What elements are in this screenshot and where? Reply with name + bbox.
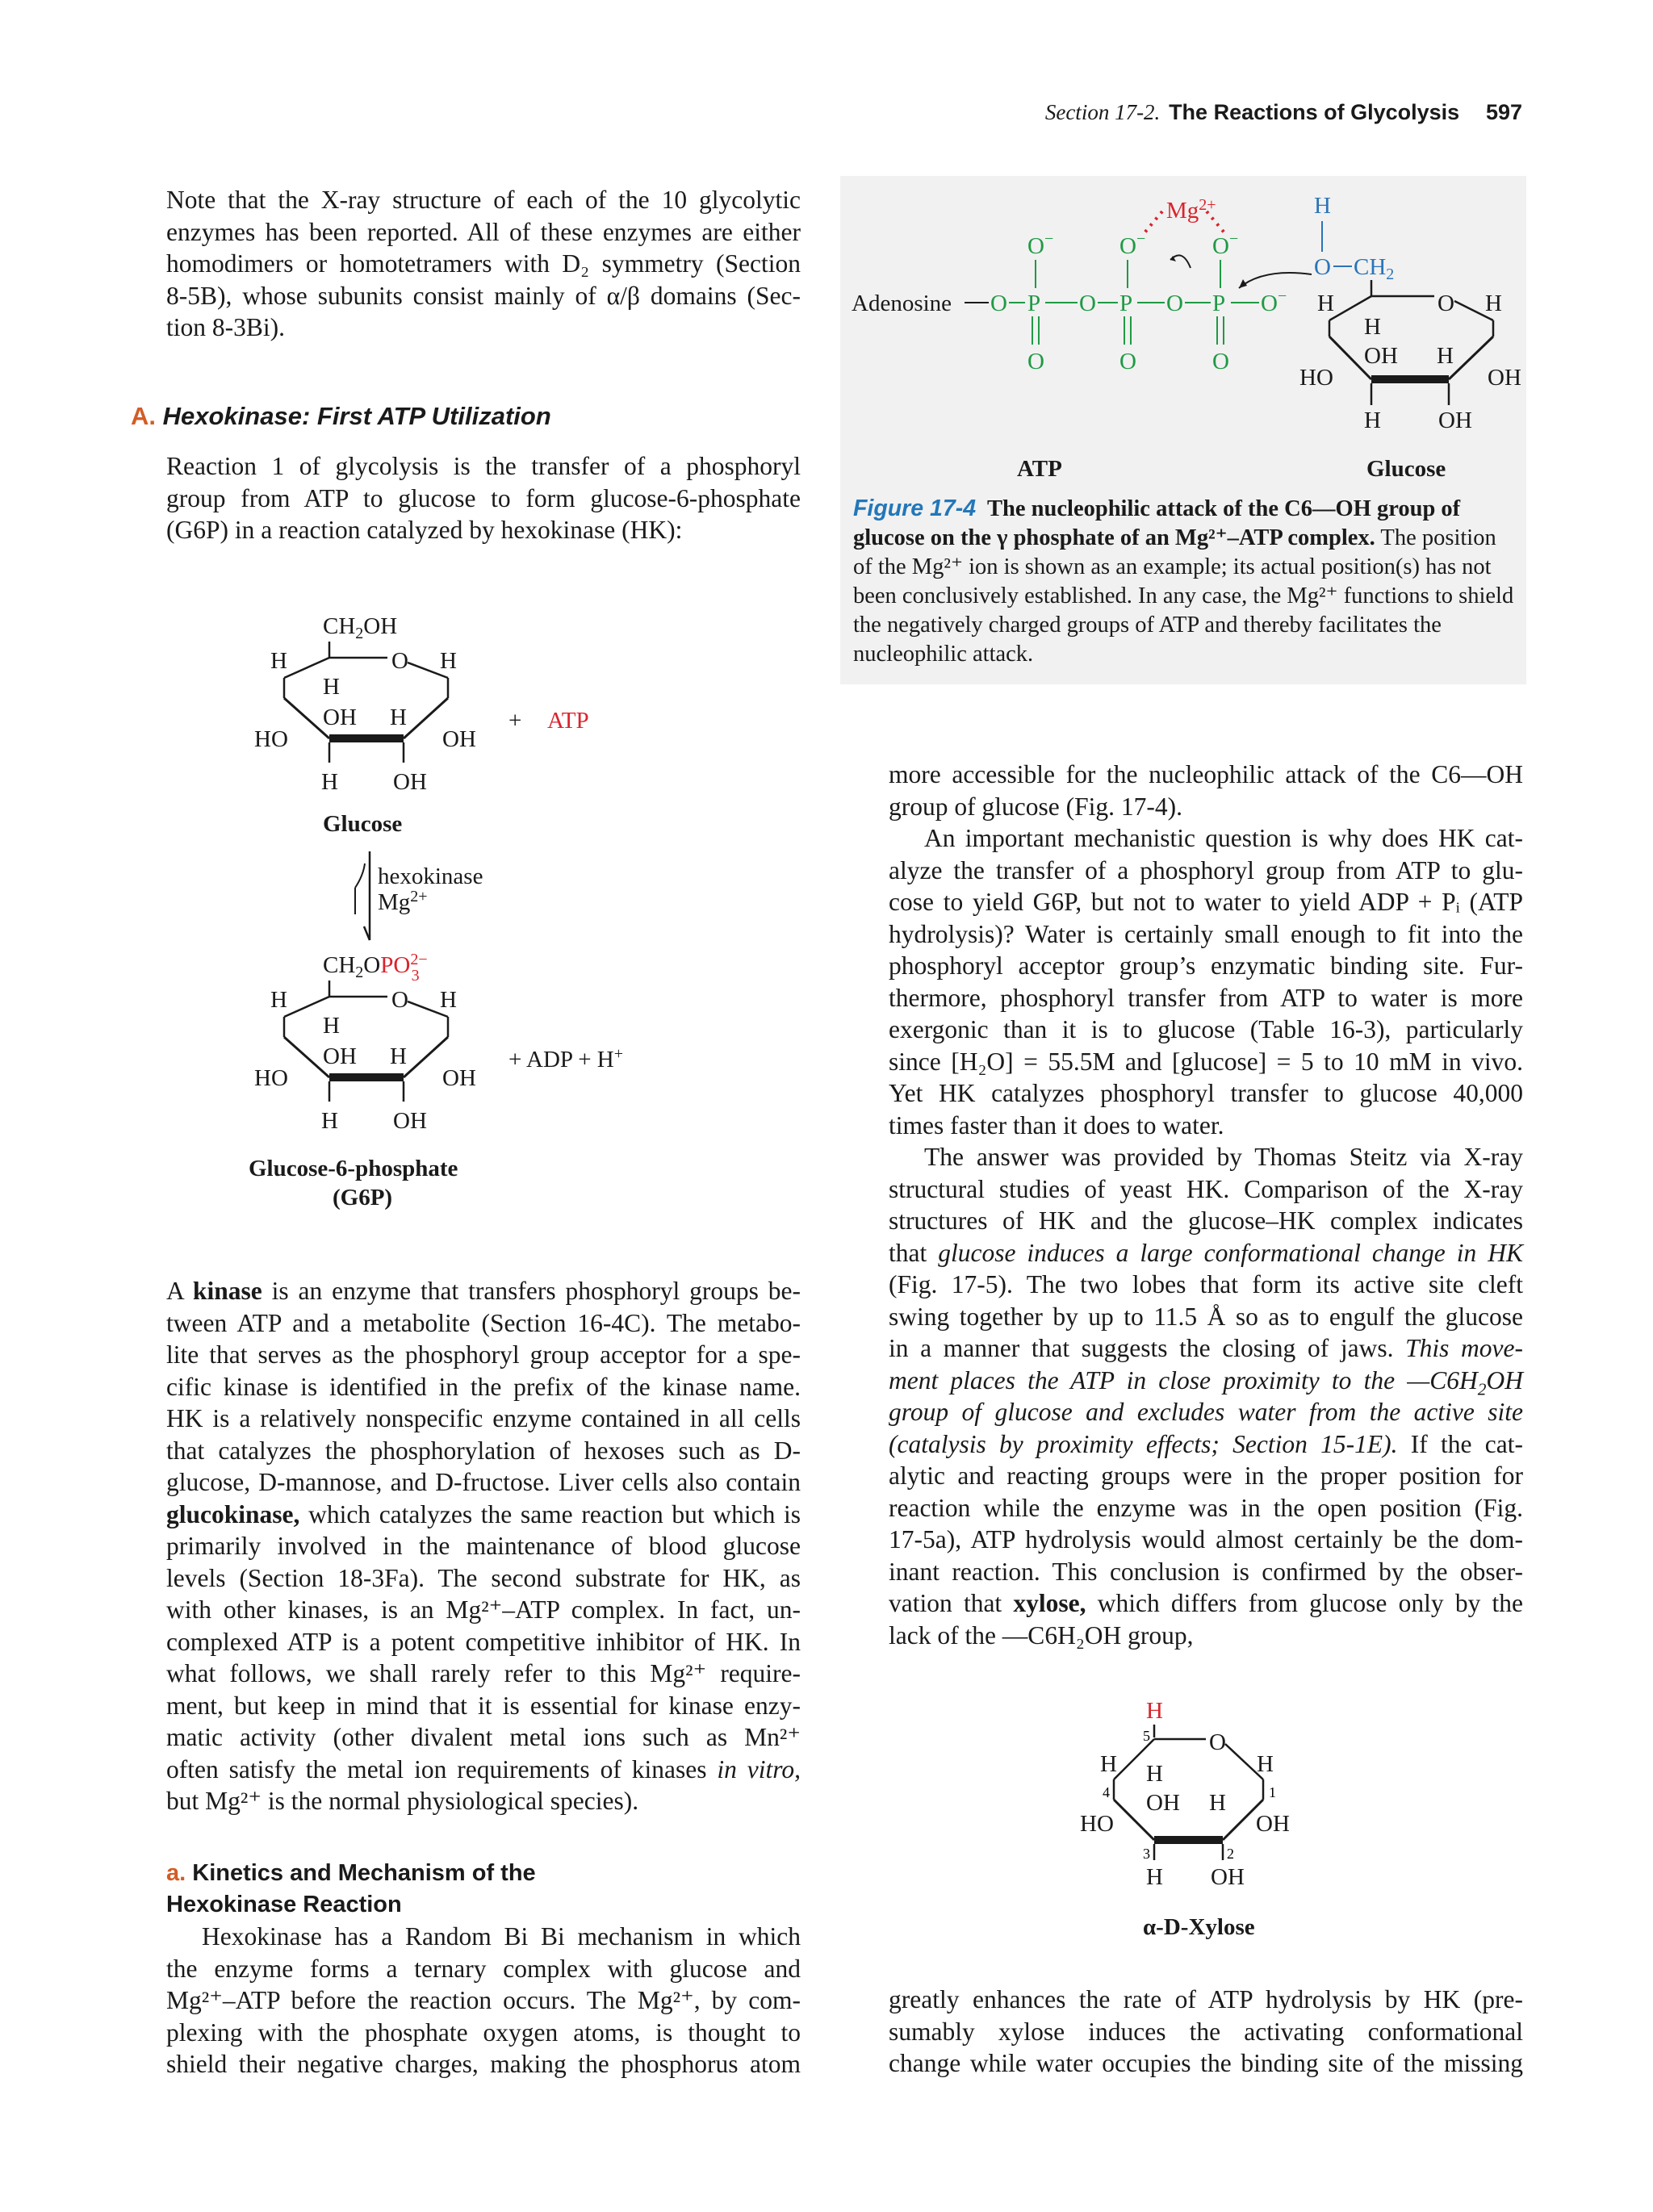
text-line: shield their negative charges, making the phosphorus atom xyxy=(166,2050,801,2078)
svg-text:H: H xyxy=(1146,1761,1163,1787)
running-head-section: Section 17-2. xyxy=(1044,100,1161,124)
glucose-label: Glucose xyxy=(323,811,403,837)
text-line: The answer was provided by Thomas Steitz via X-ray xyxy=(924,1143,1523,1171)
svg-text:HO: HO xyxy=(254,1065,288,1091)
section-letter: A. xyxy=(131,402,156,430)
figure-17-4-diagram xyxy=(843,179,1525,486)
text-line: Yet HK catalyzes phosphoryl transfer to glucose 40,000 xyxy=(889,1079,1523,1107)
enzyme-label: hexokinase xyxy=(378,863,483,889)
svg-text:H: H xyxy=(270,648,287,674)
text-line: glucose, D-mannose, and D-fructose. Liver cells also contain xyxy=(166,1468,801,1496)
text-line: Reaction 1 of glycolysis is the transfer of a phosphoryl xyxy=(166,452,801,480)
text-line: vation that xylose, which differs from glucose only by the xyxy=(889,1589,1523,1617)
text-line: group of glucose and excludes water from the active site xyxy=(889,1398,1523,1426)
svg-text:OH: OH xyxy=(1364,343,1398,369)
text-line: with other kinases, is an Mg²⁺–ATP complex. In fact, un- xyxy=(166,1595,801,1624)
svg-text:OH: OH xyxy=(1438,408,1472,433)
figure-17-4-caption xyxy=(853,494,1515,669)
text-line: (catalysis by proximity effects; Section 15-1E). If the cat- xyxy=(889,1429,1523,1458)
svg-text:OH: OH xyxy=(1488,365,1521,391)
text-line: lack of the —C6H₂OH group, xyxy=(889,1620,1194,1650)
svg-text:H: H xyxy=(1364,314,1381,340)
svg-text:H: H xyxy=(1209,1790,1226,1816)
text-line: 8-5B), whose subunits consist mainly of α/β domains (Sec- xyxy=(166,281,801,310)
xylose-structure xyxy=(1065,1691,1332,1949)
text-line: greatly enhances the rate of ATP hydrolysis by HK (pre- xyxy=(889,1985,1523,2013)
svg-text:O: O xyxy=(1027,349,1044,374)
svg-text:O: O xyxy=(1212,349,1229,374)
g6p-label-2: (G6P) xyxy=(333,1185,393,1211)
svg-text:HO: HO xyxy=(1080,1811,1114,1837)
subsection-letter: a. xyxy=(166,1860,186,1886)
reaction-arrow xyxy=(355,851,370,940)
svg-text:OH: OH xyxy=(1146,1790,1180,1816)
text-line: glucokinase, which catalyzes the same reaction but which is xyxy=(166,1499,801,1528)
text-line: (Fig. 17-5). The two lobes that form its active site cleft xyxy=(889,1270,1523,1298)
xylose-label: α-D-Xylose xyxy=(1143,1914,1255,1940)
text-line: Hexokinase has a Random Bi Bi mechanism in which xyxy=(202,1922,801,1951)
text-line: hydrolysis)? Water is certainly small enough to fit into the xyxy=(889,919,1523,948)
page-number: 597 xyxy=(1485,100,1522,124)
left-paragraph-3 xyxy=(131,1275,801,1817)
svg-text:O: O xyxy=(1079,291,1096,316)
text-line: Note that the X-ray structure of each of the 10 glycolytic xyxy=(166,186,801,214)
text-line: cific kinase is identified in the prefix of the kinase name. xyxy=(166,1372,801,1401)
running-head xyxy=(1045,100,1522,125)
svg-text:H: H xyxy=(1485,291,1502,316)
text-line: thermore, phosphoryl transfer from ATP to water is more xyxy=(889,983,1523,1012)
text-line: An important mechanistic question is why does HK cat- xyxy=(924,824,1523,852)
svg-text:H: H xyxy=(270,987,287,1013)
right-paragraph-4 xyxy=(853,1984,1523,2080)
svg-text:HO: HO xyxy=(254,726,288,752)
text-line: levels (Section 18-3Fa). The second substrate for HK, as xyxy=(166,1563,801,1592)
svg-text:H: H xyxy=(440,648,457,674)
text-line: 17-5a), ATP hydrolysis would almost certainly be the dom- xyxy=(889,1525,1523,1553)
text-line: phosphoryl acceptor group’s enzymatic binding site. Fur- xyxy=(889,951,1523,980)
text-line: (G6P) in a reaction catalyzed by hexokinase (HK): xyxy=(166,516,683,544)
g6p-structure xyxy=(249,951,623,1211)
text-line: what follows, we shall rarely refer to this Mg²⁺ require- xyxy=(166,1659,801,1687)
text-line: the enzyme forms a ternary complex with glucose and xyxy=(166,1954,801,1983)
svg-text:P: P xyxy=(1212,291,1226,316)
text-line: tion 8-3Bi). xyxy=(166,313,285,341)
cofactor-label: $Mg^{2+}$ xyxy=(378,888,428,915)
figure-caption-body: The position of the Mg²⁺ ion is shown as an example; its actual position(s) has not been conclusively established. In any case, the Mg²⁺ functions to shield the negatively charged groups of ATP and thereby facilitates the nucleophilic attack. xyxy=(853,525,1514,667)
svg-text:P: P xyxy=(1119,291,1133,316)
svg-text:O: O xyxy=(391,648,408,674)
text-line: more accessible for the nucleophilic attack of the C6—OH xyxy=(889,760,1523,788)
text-line: sumably xylose induces the activating conformational xyxy=(889,2017,1523,2046)
text-line: group from ATP to glucose to form glucose-6-phosphate xyxy=(166,483,801,512)
right-paragraph-1 xyxy=(853,759,1523,822)
right-paragraph-3 xyxy=(853,1141,1523,1651)
svg-text:H: H xyxy=(1146,1864,1163,1890)
svg-text:OH: OH xyxy=(323,1043,357,1069)
text-line: inant reaction. This conclusion is confirmed by the obser- xyxy=(889,1557,1523,1586)
svg-text:H: H xyxy=(323,1013,340,1039)
text-line: group of glucose (Fig. 17-4). xyxy=(889,792,1182,821)
text-line: that catalyzes the phosphorylation of hexoses such as D- xyxy=(166,1436,801,1465)
text-line: swing together by up to 11.5 Å so as to engulf the glucose xyxy=(889,1302,1523,1331)
svg-text:H: H xyxy=(1257,1751,1274,1777)
g6p-label-1: Glucose-6-phosphate xyxy=(249,1156,458,1181)
text-line: plexing with the phosphate oxygen atoms, is thought to xyxy=(166,2018,801,2047)
text-line: structural studies of yeast HK. Comparison of the X-ray xyxy=(889,1174,1523,1203)
svg-text:3: 3 xyxy=(1143,1846,1150,1862)
subsection-heading xyxy=(166,1858,536,1921)
left-paragraph-4 xyxy=(131,1921,801,2080)
svg-text:O: O xyxy=(990,291,1007,316)
atp-structure-label: ATP xyxy=(1017,456,1062,482)
left-paragraph-2 xyxy=(131,450,801,546)
svg-text:H: H xyxy=(1100,1751,1117,1777)
svg-text:OH: OH xyxy=(1211,1864,1245,1890)
svg-text:OH: OH xyxy=(393,1108,427,1134)
mg-ion: $Mg^{2+}$ xyxy=(1166,196,1216,224)
text-line: alyze the transfer of a phosphoryl group from ATP to glu- xyxy=(889,855,1523,884)
svg-text:H: H xyxy=(390,1043,407,1069)
text-line: but Mg²⁺ is the normal physiological species). xyxy=(166,1787,639,1815)
svg-text:OH: OH xyxy=(393,769,427,795)
text-line: lite that serves as the phosphoryl group acceptor for a spe- xyxy=(166,1340,801,1369)
svg-text:H: H xyxy=(1317,291,1334,316)
text-line: cose to yield G6P, but not to water to yield ADP + Pᵢ (ATP xyxy=(889,888,1523,916)
text-line: primarily involved in the maintenance of blood glucose xyxy=(166,1532,801,1560)
text-line: homodimers or homotetramers with D₂ symmetry (Section xyxy=(166,249,801,278)
section-heading-a xyxy=(131,402,551,431)
text-line: A kinase is an enzyme that transfers phosphoryl groups be- xyxy=(166,1277,801,1305)
svg-text:H: H xyxy=(323,674,340,700)
text-line: tween ATP and a metabolite (Section 16-4C). The metabo- xyxy=(166,1308,801,1337)
adenosine-label: Adenosine xyxy=(852,291,952,316)
text-line: enzymes has been reported. All of these enzymes are either xyxy=(166,217,801,246)
running-head-title: The Reactions of Glycolysis xyxy=(1169,100,1460,124)
svg-text:+ ADP + H+: + ADP + H+ xyxy=(508,1045,624,1073)
glucose-structure-label: Glucose xyxy=(1366,456,1446,482)
plus-sign: + xyxy=(508,708,522,734)
svg-text:OH: OH xyxy=(1256,1811,1290,1837)
svg-text:H: H xyxy=(321,1108,338,1134)
text-line: that glucose induces a large conformational change in HK xyxy=(889,1238,1523,1267)
text-line: since [H₂O] = 55.5M and [glucose] = 5 to 10 mM in vivo. xyxy=(889,1047,1523,1076)
hexokinase-reaction-scheme xyxy=(242,609,646,1215)
figure-label: Figure 17-4 xyxy=(853,496,977,521)
right-paragraph-2 xyxy=(853,822,1523,1141)
svg-text:O: O xyxy=(1314,254,1331,280)
text-line: reaction while the enzyme was in the open position (Fig. xyxy=(889,1493,1523,1522)
svg-text:H: H xyxy=(1146,1698,1163,1724)
svg-text:O−: O− xyxy=(1261,287,1287,316)
text-line: structures of HK and the glucose–HK complex indicates xyxy=(889,1206,1523,1235)
svg-text:O: O xyxy=(1209,1729,1226,1755)
svg-text:O: O xyxy=(391,987,408,1013)
text-line: HK is a relatively nonspecific enzyme contained in all cells xyxy=(166,1404,801,1432)
section-title: Hexokinase: First ATP Utilization xyxy=(162,402,551,430)
text-line: times faster than it does to water. xyxy=(889,1110,1224,1139)
svg-text:O: O xyxy=(1166,291,1183,316)
glucose-structure xyxy=(254,613,476,837)
svg-text:OH: OH xyxy=(442,726,476,752)
subsection-title-line-1: Kinetics and Mechanism of the xyxy=(192,1860,536,1886)
svg-text:O: O xyxy=(1119,349,1136,374)
svg-text:H: H xyxy=(1364,408,1381,433)
atp-reactant: ATP xyxy=(547,708,589,734)
text-line: ment places the ATP in close proximity to the $—C6H_2OH$ xyxy=(889,1365,1523,1399)
text-line: ment, but keep in mind that it is essential for kinase enzy- xyxy=(166,1691,801,1720)
svg-text:CH2OPO2−3: $CH_2OPO^{2-}$ 3 xyxy=(323,951,428,985)
svg-text:4: 4 xyxy=(1103,1784,1110,1800)
text-line: exergonic than it is to glucose (Table 16-3), particularly xyxy=(889,1015,1523,1043)
text-line: matic activity (other divalent metal ions such as Mn²⁺ xyxy=(166,1723,801,1751)
svg-text:O−: O− xyxy=(1212,230,1239,259)
text-line: complexed ATP is a potent competitive inhibitor of HK. In xyxy=(166,1627,801,1656)
svg-text:2: 2 xyxy=(1227,1846,1234,1862)
svg-text:H: H xyxy=(321,769,338,795)
text-line: change while water occupies the binding site of the missing xyxy=(889,2049,1523,2077)
text-line: often satisfy the metal ion requirements of kinases in vitro, xyxy=(166,1754,801,1783)
text-line: Mg²⁺–ATP before the reaction occurs. The Mg²⁺, by com- xyxy=(166,1986,801,2014)
svg-text:5: 5 xyxy=(1143,1728,1150,1744)
svg-text:1: 1 xyxy=(1269,1784,1276,1800)
svg-text:CH2OH: $CH_2OH$ xyxy=(323,613,398,642)
svg-text:HO: HO xyxy=(1299,365,1333,391)
svg-text:OH: OH xyxy=(323,705,357,730)
left-paragraph-1 xyxy=(131,184,801,344)
subsection-title-line-2: Hexokinase Reaction xyxy=(166,1892,402,1917)
text-line: alytic and reacting groups were in the proper position for xyxy=(889,1461,1523,1490)
svg-text:OH: OH xyxy=(442,1065,476,1091)
svg-text:CH2: $CH_2$ xyxy=(1354,254,1395,283)
svg-text:O−: O− xyxy=(1027,230,1054,259)
svg-text:P: P xyxy=(1027,291,1041,316)
svg-text:O: O xyxy=(1437,291,1454,316)
figure-title: The nucleophilic attack of the C6—OH group of glucose on the γ phosphate of an Mg²⁺–ATP complex. xyxy=(853,496,1461,550)
svg-text:O−: O− xyxy=(1119,230,1146,259)
svg-text:H: H xyxy=(440,987,457,1013)
svg-text:H: H xyxy=(1437,343,1454,369)
text-line: in a manner that suggests the closing of jaws. This move- xyxy=(889,1334,1524,1362)
svg-text:H: H xyxy=(390,705,407,730)
svg-text:H: H xyxy=(1314,193,1331,219)
